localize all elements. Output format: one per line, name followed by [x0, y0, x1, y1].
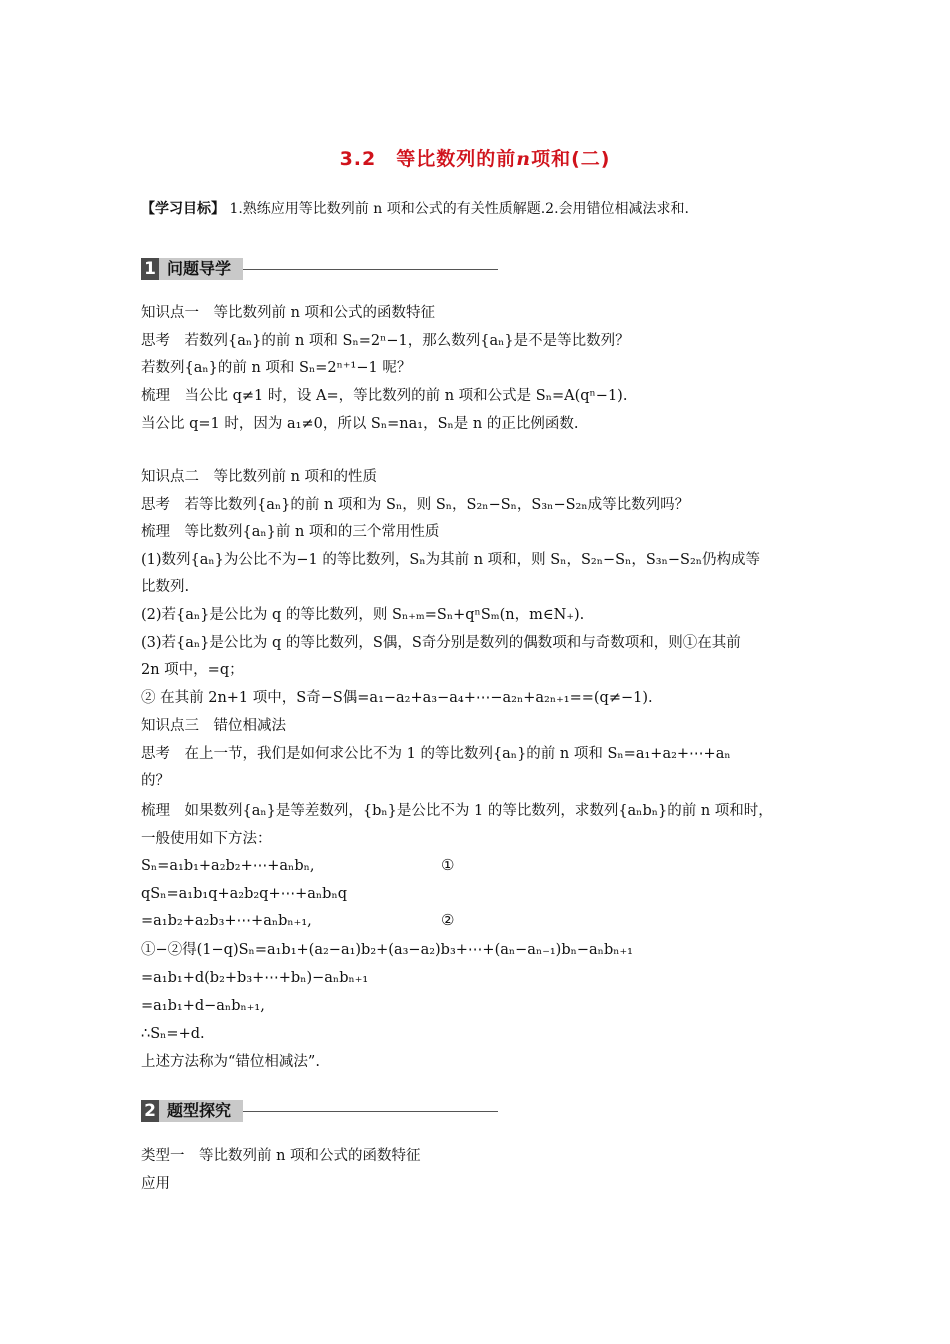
kp2-think: 思考 若等比数列{aₙ}的前 n 项和为 Sₙ，则 Sₙ，S₂ₙ−Sₙ，S₃ₙ−S₂ₙ成等比数列吗？	[141, 497, 690, 513]
kp3-conclusion: 上述方法称为“错位相减法”.	[141, 1054, 320, 1070]
kp1-think-1: 思考 若数列{aₙ}的前 n 项和 Sₙ=2ⁿ−1，那么数列{aₙ}是不是等比数列？	[141, 333, 630, 349]
kp2-prop-1a: (1)数列{aₙ}为公比不为−1 的等比数列，Sₙ为其前 n 项和，则 Sₙ，S₂ₙ−Sₙ，S₃ₙ−S₂ₙ仍构成等	[141, 552, 761, 568]
kp2-prop-3b: 2n 项中，=q；	[141, 662, 244, 678]
equation-4: ①−②得(1−q)Sₙ=a₁b₁+(a₂−a₁)b₂+(a₃−a₂)b₃+⋯+(aₙ−aₙ₋₁)bₙ−aₙbₙ₊₁	[141, 942, 633, 958]
kp3-title: 知识点三 错位相减法	[141, 718, 286, 734]
type1-title: 类型一 等比数列前 n 项和公式的函数特征	[141, 1148, 421, 1164]
equation-2: qSₙ=a₁b₁q+a₂b₂q+⋯+aₙbₙq	[141, 886, 348, 902]
equation-6: =a₁b₁+d−aₙbₙ₊₁,	[141, 998, 265, 1014]
kp3-think-b: 的？	[141, 773, 170, 789]
title-end: 项和(二)	[531, 148, 611, 170]
page-title	[0, 144, 950, 171]
kp1-sort-1: 梳理 当公比 q≠1 时，设 A=，等比数列的前 n 项和公式是 Sₙ=A(qⁿ−1).	[141, 388, 628, 404]
equation-3: =a₁b₂+a₂b₃+⋯+aₙbₙ₊₁,	[141, 913, 312, 929]
equation-7: ∴Sₙ=+d.	[141, 1026, 205, 1042]
section-header-2	[141, 1100, 498, 1122]
kp2-prop-3c: ② 在其前 2n+1 项中，S奇−S偶=a₁−a₂+a₃−a₄+⋯−a₂ₙ+a₂ₙ₊₁==(q≠−1).	[141, 690, 653, 706]
kp2-sort: 梳理 等比数列{aₙ}前 n 项和的三个常用性质	[141, 524, 440, 540]
equation-1: Sₙ=a₁b₁+a₂b₂+⋯+aₙbₙ,	[141, 858, 315, 874]
kp2-prop-2: (2)若{aₙ}是公比为 q 的等比数列，则 Sₙ₊ₘ=Sₙ+qⁿSₘ(n，m∈N₊).	[141, 607, 585, 623]
kp3-sort-a: 梳理 如果数列{aₙ}是等差数列，{bₙ}是公比不为 1 的等比数列，求数列{aₙbₙ}的前 n 项和时，	[141, 803, 773, 819]
section-rule-2	[243, 1111, 498, 1112]
equation-tag-2: ②	[441, 911, 455, 929]
section-title-2: 题型探究	[159, 1100, 243, 1122]
learning-goals	[141, 199, 689, 219]
type1-subtitle: 应用	[141, 1176, 170, 1192]
section-number-2: 2	[141, 1100, 159, 1122]
kp3-sort-b: 一般使用如下方法：	[141, 831, 272, 847]
section-title-1: 问题导学	[159, 258, 243, 280]
kp2-title: 知识点二 等比数列前 n 项和的性质	[141, 469, 378, 485]
kp1-think-2: 若数列{aₙ}的前 n 项和 Sₙ=2ⁿ⁺¹−1 呢？	[141, 360, 412, 376]
kp3-think-a: 思考 在上一节，我们是如何求公比不为 1 的等比数列{aₙ}的前 n 项和 Sₙ=a₁+a₂+⋯+aₙ	[141, 746, 731, 762]
kp2-prop-1b: 比数列.	[141, 579, 190, 595]
equation-5: =a₁b₁+d(b₂+b₃+⋯+bₙ)−aₙbₙ₊₁	[141, 970, 369, 986]
title-main: 3.2 等比数列的前	[339, 148, 517, 170]
goals-text: 1.熟练应用等比数列前 n 项和公式的有关性质解题.2.会用错位相减法求和.	[229, 201, 689, 217]
kp1-title: 知识点一 等比数列前 n 项和公式的函数特征	[141, 305, 436, 321]
section-number-1: 1	[141, 258, 159, 280]
kp1-sort-2: 当公比 q=1 时，因为 a₁≠0，所以 Sₙ=na₁，Sₙ是 n 的正比例函数.	[141, 416, 579, 432]
section-rule-1	[243, 269, 498, 270]
equation-tag-1: ①	[441, 856, 455, 874]
kp2-prop-3a: (3)若{aₙ}是公比为 q 的等比数列，S偶，S奇分别是数列的偶数项和与奇数项和，则①在其前	[141, 635, 741, 651]
section-header-1	[141, 258, 498, 280]
goals-label: 【学习目标】	[141, 201, 225, 217]
title-var: n	[516, 148, 532, 170]
